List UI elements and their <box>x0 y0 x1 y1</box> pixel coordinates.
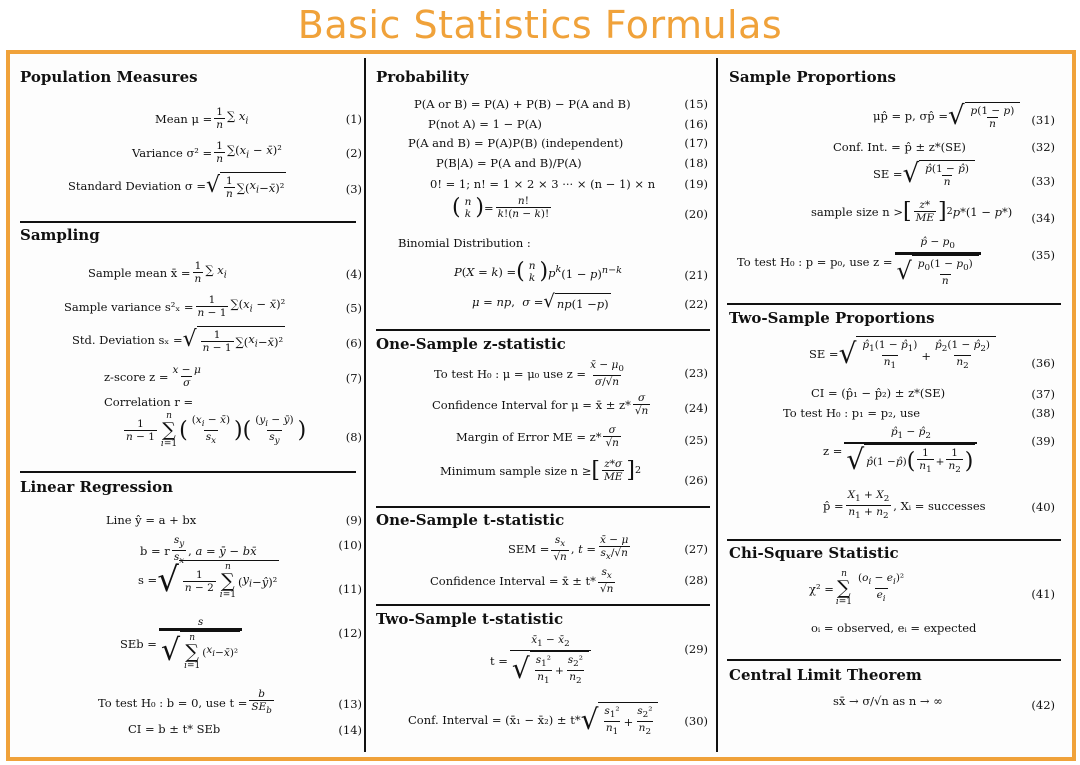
formula-prob-not <box>428 117 542 131</box>
equation-number: (5) <box>345 301 362 315</box>
formula-z-n: Minimum sample size n ≥ [ $\frac{z*\sigma}{ME}$ ] 2 <box>440 457 642 483</box>
equation-number: (31) <box>1031 113 1055 127</box>
column-right <box>719 54 1071 757</box>
equation-number: (36) <box>1031 356 1055 370</box>
formula-label: b = r <box>140 543 170 558</box>
equation-number: (2) <box>345 146 362 160</box>
formula-label: To test H₀ : p = p₀, use z = <box>737 254 893 269</box>
formula-label: P(A and B) = P(A)P(B) (independent) <box>408 136 624 150</box>
section-title-population: Population Measures <box>20 68 198 86</box>
formula-stddev: Standard Deviation σ = √ $\frac{1}{n}$ ∑( $x_i$ − x̄ )² <box>68 173 285 200</box>
formula-ci-b <box>128 722 220 736</box>
column-divider <box>716 58 718 752</box>
formula-label: Conf. Int. = p̂ ± z*(SE) <box>833 140 966 154</box>
formula-label: 0! = 1; n! = 1 × 2 × 3 ··· × (n − 1) × n <box>430 177 656 191</box>
formula-label: To test H₀ : p₁ = p₂, use <box>783 406 921 420</box>
formula-label: Margin of Error ME = z* <box>456 429 602 444</box>
formula-p-test: To test H₀ : p = p₀, use z = p̂ − $p_0$ √ $\frac{p_0(1 - p_0)}{n}$ <box>737 236 983 287</box>
equation-number: (9) <box>345 513 362 527</box>
formula-label: oᵢ = observed, eᵢ = expected <box>811 621 977 635</box>
equation-number: (14) <box>338 723 362 737</box>
equation-number: (32) <box>1031 140 1055 154</box>
formula-label: Correlation r = <box>104 395 194 409</box>
section-title-z: One-Sample z-statistic <box>376 335 566 353</box>
section-title-sampling: Sampling <box>20 226 100 244</box>
formula-label: P(A or B) = P(A) + P(B) − P(A and B) <box>414 97 631 111</box>
equation-number: (8) <box>345 430 362 444</box>
equation-number: (6) <box>345 336 362 350</box>
formula-label: z-score z = <box>104 369 169 384</box>
section-title-chi: Chi-Square Statistic <box>729 544 899 562</box>
formula-label: SE = <box>873 167 903 181</box>
divider <box>727 303 1061 305</box>
equation-number: (29) <box>684 642 708 656</box>
formula-t2-t: t = $x̄_1$ − $x̄_2$ √ $\frac{s_1^2}{n_1}$ + $\frac{s_2^2}{n_2}$ <box>490 634 593 687</box>
formula-pp-z: z = $p̂_1$ − $p̂_2$ √ p̂ (1 − p̂ ) ( $\frac{1}{n_1}$ + $\frac{1}{n_2}$ ) <box>823 426 979 476</box>
formula-prob-cond <box>436 156 582 170</box>
formula-correlation: $\frac{1}{n - 1}$ n ∑ i=1 ( $\frac{(x_i - x̄)}{s_x}$ ) ( $\frac{(y_i - ȳ)}{s_y}$ ) <box>126 411 307 449</box>
equation-number: (18) <box>684 156 708 170</box>
formula-mean: Mean μ = $\frac{1}{n}$ ∑ $x_i$ <box>155 106 249 131</box>
formula-correlation-label <box>104 395 193 409</box>
formula-label: Std. Deviation sₓ = <box>72 333 183 347</box>
divider <box>376 506 710 508</box>
formula-label: s = <box>138 573 158 587</box>
divider <box>20 221 356 223</box>
equation-number: (3) <box>345 182 362 196</box>
formula-z-ci: Confidence Interval for μ = x̄ ± z* $\frac{\sigma}{√n}$ <box>432 392 649 417</box>
formula-label: sample size n > <box>811 204 903 219</box>
formula-label: Line ŷ = a + bx <box>106 513 197 527</box>
section-title-t1: One-Sample t-statistic <box>376 511 565 529</box>
equation-number: (39) <box>1031 434 1055 448</box>
formula-p-ci <box>833 140 966 154</box>
formula-slope: b = r $\frac{s_y}{s_x}$ , a = ȳ − bx̄ <box>140 534 257 567</box>
formula-binom-coef: ( n k ) = $\frac{n!}{k!(n - k)!}$ <box>452 194 550 220</box>
formula-label: Conf. Interval = (x̄₁ − x̄₂) ± t* <box>408 713 581 728</box>
equation-number: (7) <box>345 371 362 385</box>
equation-number: (25) <box>684 433 708 447</box>
formula-binom-label <box>398 236 531 250</box>
formula-label: μp̂ = p, σp̂ = <box>873 109 948 123</box>
formula-label: Confidence Interval = x̄ ± t* <box>430 573 596 588</box>
equation-number: (4) <box>345 267 362 281</box>
equation-number: (10) <box>338 538 362 552</box>
formula-label: CI = (p̂₁ − p̂₂) ± z*(SE) <box>811 386 946 400</box>
equation-number: (12) <box>338 626 362 640</box>
section-title-prop2: Two-Sample Proportions <box>729 309 935 327</box>
equation-number: (40) <box>1031 500 1055 514</box>
formula-s: s = √ $\frac{1}{n - 2}$ n ∑ i=1 ( $y_i$ − ŷ )² <box>138 560 278 600</box>
formula-zscore: z-score z = $\frac{x - \mu}{\sigma}$ <box>104 364 201 389</box>
equation-number: (28) <box>684 573 708 587</box>
formula-seb: SEb = s √ n ∑ i=1 ( $x_i$ − x̄ )² <box>120 616 244 671</box>
formula-sheet <box>6 50 1076 761</box>
formula-label: Mean μ = <box>155 111 213 126</box>
column-left <box>10 54 364 757</box>
formula-t2-ci: Conf. Interval = (x̄₁ − x̄₂) ± t* √ $\frac{s_1^2}{n_1}$ + $\frac{s_2^2}{n_2}$ <box>408 702 658 738</box>
formula-label: t = <box>490 653 508 668</box>
formula-prob-and <box>408 136 623 150</box>
formula-label: z = <box>823 444 843 459</box>
formula-label: sx̄ → σ/√n as n → ∞ <box>833 694 943 708</box>
formula-label: Sample mean x̄ = <box>88 265 191 280</box>
equation-number: (1) <box>345 112 362 126</box>
divider <box>376 604 710 606</box>
equation-number: (21) <box>684 268 708 282</box>
equation-number: (13) <box>338 697 362 711</box>
formula-label: Sample variance s²ₓ = <box>64 299 194 314</box>
formula-pp-ci <box>811 386 945 400</box>
formula-variance: Variance σ² = $\frac{1}{n}$ $\sum(x_i$ − x̄)² <box>132 140 282 165</box>
section-title-prop1: Sample Proportions <box>729 68 896 86</box>
formula-z-me: Margin of Error ME = z* $\frac{\sigma}{√n}$ <box>456 424 619 449</box>
formula-pp-test <box>783 406 920 420</box>
section-title-probability: Probability <box>376 68 469 86</box>
formula-prob-or <box>414 97 631 111</box>
formula-label: Binomial Distribution : <box>398 236 531 250</box>
formula-p-n: sample size n > [ $\frac{z*}{ME}$ ] 2 p*(1 − p*) <box>811 198 1013 224</box>
equation-number: (17) <box>684 136 708 150</box>
formula-label: Xᵢ = successes <box>900 498 986 513</box>
formula-p-mu: μp̂ = p, σp̂ = √ $\frac{p(1 - p)}{n}$ <box>873 102 1020 130</box>
formula-chi-def <box>811 621 976 635</box>
formula-pp-p: p̂ = $\frac{X_1 + X_2}{n_1 + n_2}$ , Xᵢ = successes <box>823 489 986 522</box>
formula-pp-se: SE = √ $\frac{p̂_1(1 - p̂_1)}{n_1}$ + $\frac{p̂_2(1 - p̂_2)}{n_2}$ <box>809 336 996 372</box>
divider <box>376 329 710 331</box>
formula-test-b: To test H₀ : b = 0, use t = $\frac{b}{SE_b}$ <box>98 688 272 717</box>
equation-number: (15) <box>684 97 708 111</box>
section-title-regression: Linear Regression <box>20 478 173 496</box>
section-title-clt: Central Limit Theorem <box>729 666 922 684</box>
formula-label: Variance σ² = <box>132 145 213 160</box>
formula-label: To test H₀ : b = 0, use t = <box>98 695 248 710</box>
formula-label: Standard Deviation σ = <box>68 179 206 193</box>
equation-number: (23) <box>684 366 708 380</box>
equation-number: (22) <box>684 297 708 311</box>
formula-z-test: To test H₀ : μ = μ₀ use z = $\frac{x̄ - \mu_0}{\sigma/√n}$ <box>434 359 624 389</box>
formula-std-dev: Std. Deviation sₓ = √ $\frac{1}{n - 1}$ ∑( $x_i$ − x̄ )² <box>72 327 284 354</box>
divider <box>727 539 1061 541</box>
equation-number: (41) <box>1031 587 1055 601</box>
divider <box>727 659 1061 661</box>
column-divider <box>364 58 366 752</box>
column-middle <box>368 54 716 757</box>
equation-number: (16) <box>684 117 708 131</box>
formula-label: To test H₀ : μ = μ₀ use z = <box>434 366 587 381</box>
equation-number: (35) <box>1031 248 1055 262</box>
formula-label: SEM = <box>508 541 550 556</box>
equation-number: (27) <box>684 542 708 556</box>
formula-binom-mean: μ = np, σ = √ np (1 − p ) <box>472 291 609 312</box>
equation-number: (11) <box>338 582 362 596</box>
formula-t-ci: Confidence Interval = x̄ ± t* $\frac{s_x}{√n}$ <box>430 566 614 596</box>
page-title: Basic Statistics Formulas <box>297 3 783 47</box>
equation-number: (26) <box>684 473 708 487</box>
formula-label: χ² = <box>809 581 834 596</box>
equation-number: (34) <box>1031 211 1055 225</box>
formula-label: P(not A) = 1 − P(A) <box>428 117 542 131</box>
formula-sample-mean: Sample mean x̄ = $\frac{1}{n}$ ∑ $x_i$ <box>88 260 227 285</box>
formula-factorial <box>430 177 655 191</box>
equation-number: (20) <box>684 207 708 221</box>
formula-label: P(B|A) = P(A and B)/P(A) <box>436 156 582 170</box>
formula-label: SEb = <box>120 636 157 651</box>
equation-number: (33) <box>1031 174 1055 188</box>
formula-label: CI = b ± t* SEb <box>128 722 221 736</box>
section-title-t2: Two-Sample t-statistic <box>376 610 564 628</box>
formula-sample-variance: Sample variance s²ₓ = $\frac{1}{n - 1}$ $\sum(x_i$ − x̄)² <box>64 294 286 319</box>
divider <box>20 471 356 473</box>
formula-clt <box>833 694 943 708</box>
formula-p-se: SE = √ $\frac{p̂(1 - p̂)}{n}$ <box>873 160 975 188</box>
equation-number: (38) <box>1031 406 1055 420</box>
equation-number: (19) <box>684 177 708 191</box>
formula-label: Minimum sample size n ≥ <box>440 463 592 478</box>
formula-t-sem: SEM = $\frac{s_x}{√n}$ , t = $\frac{x̄ - \mu}{s_x/√n}$ <box>508 534 629 564</box>
equation-number: (24) <box>684 401 708 415</box>
equation-number: (30) <box>684 714 708 728</box>
formula-label: p̂ = <box>823 498 844 513</box>
equation-number: (42) <box>1031 698 1055 712</box>
formula-binom-prob: P(X = k) = ( n k ) $p^k(1 - p)^{n-k}$ <box>454 259 622 284</box>
formula-label: Confidence Interval for μ = x̄ ± z* <box>432 397 631 412</box>
formula-chi: χ² = n ∑ i=1 $\frac{(o_i - e_i)^2}{e_i}$ <box>809 569 905 607</box>
formula-label: SE = <box>809 347 839 362</box>
formula-line <box>106 513 196 527</box>
equation-number: (37) <box>1031 387 1055 401</box>
